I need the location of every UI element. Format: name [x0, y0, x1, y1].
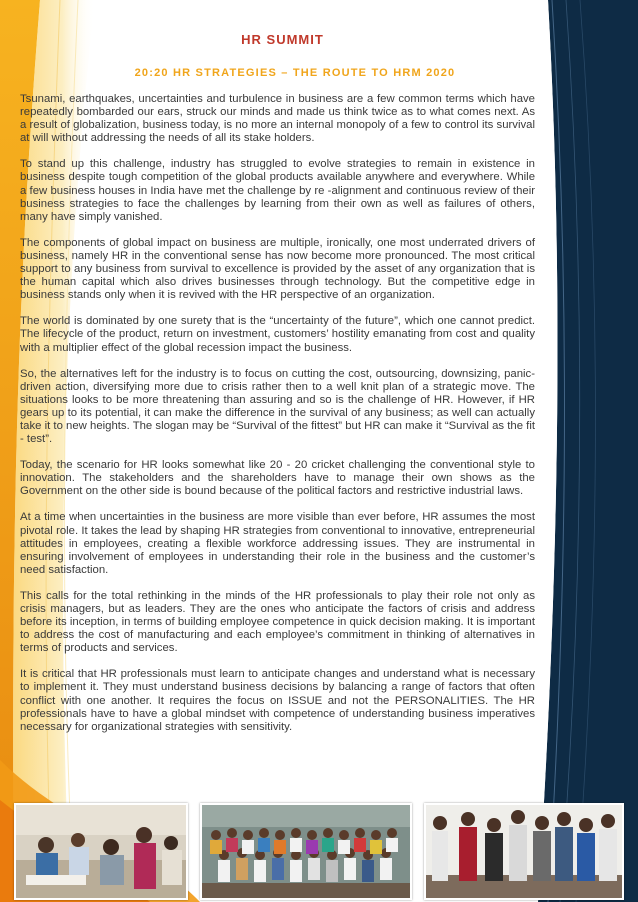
paragraph-4: The world is dominated by one surety that is the “uncertainty of the future”, which one cannot predict. The lifecycle of the product, return on investment, customers’ hostility emanating from cost and quality with a multiplier effect of the global recession impact the business. — [20, 315, 535, 354]
article — [20, 32, 535, 747]
page-title: HR SUMMIT — [241, 32, 324, 47]
paragraph-5: So, the alternatives left for the industry is to focus on cutting the cost, outsourcing, downsizing, panic-driven action, diversifying more due to crisis rather then to a well knit plan of a strategic move. The situations looks to be more threatening than assuring and so is the challenge of HR. However, if HR gears up to its potential, it can make the difference in the survival of any business; as well can actually take it to new heights. The slogan may be “Survival of the fittest” but HR can make it “Survival as the fit - test”. — [20, 367, 535, 446]
paragraph-7: At a time when uncertainties in the business are more visible than ever before, HR assumes the most pivotal role. It takes the lead by shaping HR strategies from conventional to innovative, entrepreneurial attitudes in employees, creating a flexible workforce addressing issues. They are instrumental in ensuring involvement of employees in understanding their role in the business and the customer’s need satisfaction. — [20, 511, 535, 576]
photo-workshop — [14, 803, 188, 900]
photo-team — [424, 803, 624, 900]
paragraph-1: Tsunami, earthquakes, uncertainties and turbulence in business are a few common terms which have repeatedly bombarded our ears, struck our minds and made us think twice as to what comes next. As a result of globalization, business today, is no more an internal monopoly of a few to control its survival at will without addressing the needs of all its stake holders. — [20, 93, 535, 145]
paragraph-8: This calls for the total rethinking in the minds of the HR professionals to play their role not only as crisis managers, but as leaders. They are the ones who anticipate the factors of crisis and address before its inception, in terms of building employee competence in quick decision making. It is important to address the cost of manufacturing and each employee’s commitment in thinking of alternatives in terms of products and services. — [20, 589, 535, 655]
paragraph-2: To stand up this challenge, industry has struggled to evolve strategies to remain in existence in business despite tough competition of the global products available anywhere and everywhere. While a few business houses in India have met the challenge by re -alignment and continuous review of their business strategies to face the challenges by learning from their own as well as failures of others, many have simply vanished. — [20, 158, 535, 223]
paragraph-3: The components of global impact on business are multiple, ironically, one most underrated drivers of business, namely HR in the conventional sense has now become more pronounced. The most critical support to any business from survival to excellence is provided by the asset of any organization that is the human capital which also drives businesses through technology. But the competitive edge in business stands only when it is revived with the HR perspective of an organization. — [20, 236, 535, 302]
photo-group — [200, 803, 412, 900]
page-subtitle: 20:20 HR STRATEGIES – THE ROUTE TO HRM 2020 — [134, 67, 456, 79]
photo-strip — [0, 803, 638, 902]
paragraph-6: Today, the scenario for HR looks somewhat like 20 - 20 cricket challenging the conventional style to innovation. The stakeholders and the shareholders have to manage their own shows as the Government on the other side is bound because of the political factors and restrictive industrial laws. — [20, 459, 535, 498]
paragraph-9: It is critical that HR professionals must learn to anticipate changes and understand what is necessary to implement it. They must understand business decisions by balancing a range of factors that often conflict with one another. It requires the focus on ISSUE and not the PERSONALITIES. The HR professionals have to have a global mindset with competence of understanding business imperatives necessary for organizational strategies with sensitivity. — [20, 668, 535, 733]
